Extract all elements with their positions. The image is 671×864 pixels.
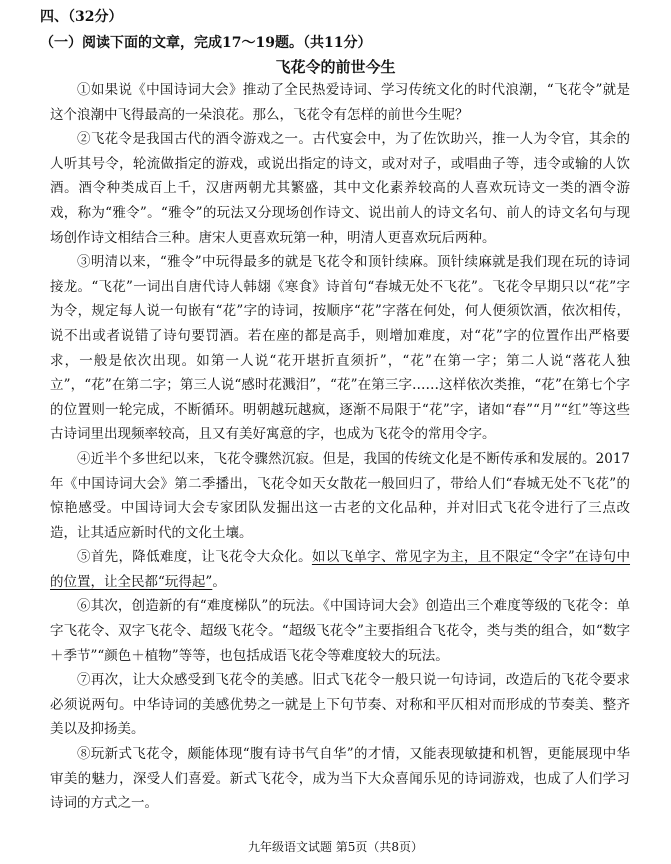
paragraph-4: ④近半个多世纪以来，飞花令骤然沉寂。但是，我国的传统文化是不断传承和发展的。2017年《中国诗词大会》第二季播出，飞花令如天女散花一般回归了，带给人们“春城无处不飞花”的惊艳感受。中国诗词大会专家团队发掘出这一古老的文化品种，并对旧式飞花令进行了三点改造，让其适应新时代的文化土壤。 [50, 450, 630, 541]
article-title: 飞花令的前世今生 [275, 58, 396, 76]
paragraph-2: ②飞花令是我国古代的酒令游戏之一。古代宴会中，为了佐饮助兴，推一人为令官，其余的人听其号令，轮流做指定的游戏，或说出指定的诗文，或对对子，或唱曲子等，违令或输的人饮酒。酒令种类成百上千，汉唐两朝尤其繁盛，其中文化素养较高的人喜欢玩诗文一类的酒令游戏，称为“雅令”。“雅令”的玩法又分现场创作诗文、说出前人的诗文名句、前人的诗文名句与现场创作诗文相结合三种。唐宋人更喜欢玩第一种，明清人更喜欢玩后两种。 [50, 131, 630, 246]
paragraph-7: ⑦再次，让大众感受到飞花令的美感。旧式飞花令一般只说一句诗词，改造后的飞花令要求必须说两句。中华诗词的美感优势之一就是上下句节奏、对称和平仄相对而形成的节奏美、整齐美以及抑扬美。 [50, 672, 630, 738]
section-heading: 四、（32分） [40, 9, 123, 25]
paragraph-5-lead: ⑤首先，降低难度，让飞花令大众化。 [77, 549, 312, 566]
reading-instructions: （一）阅读下面的文章，完成17～19题。（共11分） [40, 35, 372, 51]
paragraph-5 [50, 545, 630, 594]
paragraph-3: ③明清以来，“雅令”中玩得最多的就是飞花令和顶针续麻。顶针续麻就是我们现在玩的诗词接龙。“飞花”一词出自唐代诗人韩翃《寒食》诗首句“春城无处不飞花”。飞花令早期只以“花”字为令，规定每人说一句嵌有“花”字的诗词，按顺序“花”字落在何处，何人便须饮酒，依次相传，说不出或者说错了诗句要罚酒。若在座的都是高手，则增加难度，对“花”字的位置作出严格要求，一般是依次出现。如第一人说“花开堪折直须折”，“花”在第一字；第二人说“落花人独立”，“花”在第二字；第三人说“感时花溅泪”，“花”在第三字……这样依次类推，“花”在第七个字的位置则一轮完成，不断循环。明朝越玩越疯，逐渐不局限于“花”字，诸如“春”“月”“红”等这些古诗词里出现频率较高，且又有美好寓意的字，也成为飞花令的常用令字。 [50, 254, 630, 443]
paragraph-6: ⑥其次，创造新的有“难度梯队”的玩法。《中国诗词大会》创造出三个难度等级的飞花令：单字飞花令、双字飞花令、超级飞花令。“超级飞花令”主要指组合飞花令，类与类的组合，如“数字＋季节”“颜色＋植物”等等，也包括成语飞花令等难度较大的玩法。 [50, 598, 630, 664]
page-footer: 九年级语文试题 第5页（共8页） [247, 840, 424, 854]
article-body [50, 78, 630, 816]
underlined-sentence: 如以飞单字、常见字为主，且不限定“令字”在诗句中的位置，让全民都“玩得起” [50, 549, 631, 590]
paragraph-5-end: 。 [212, 573, 226, 590]
paragraph-1: ①如果说《中国诗词大会》推动了全民热爱诗词、学习传统文化的时代浪潮，“飞花令”就是这个浪潮中飞得最高的一朵浪花。那么，飞花令有怎样的前世今生呢？ [50, 82, 630, 123]
paragraph-8: ⑧玩新式飞花令，颇能体现“腹有诗书气自华”的才情，又能表现敏捷和机智，更能展现中华审美的魅力，深受人们喜爱。新式飞花令，成为当下大众喜闻乐见的诗词游戏，也成了人们学习诗词的方式之一。 [50, 746, 630, 812]
